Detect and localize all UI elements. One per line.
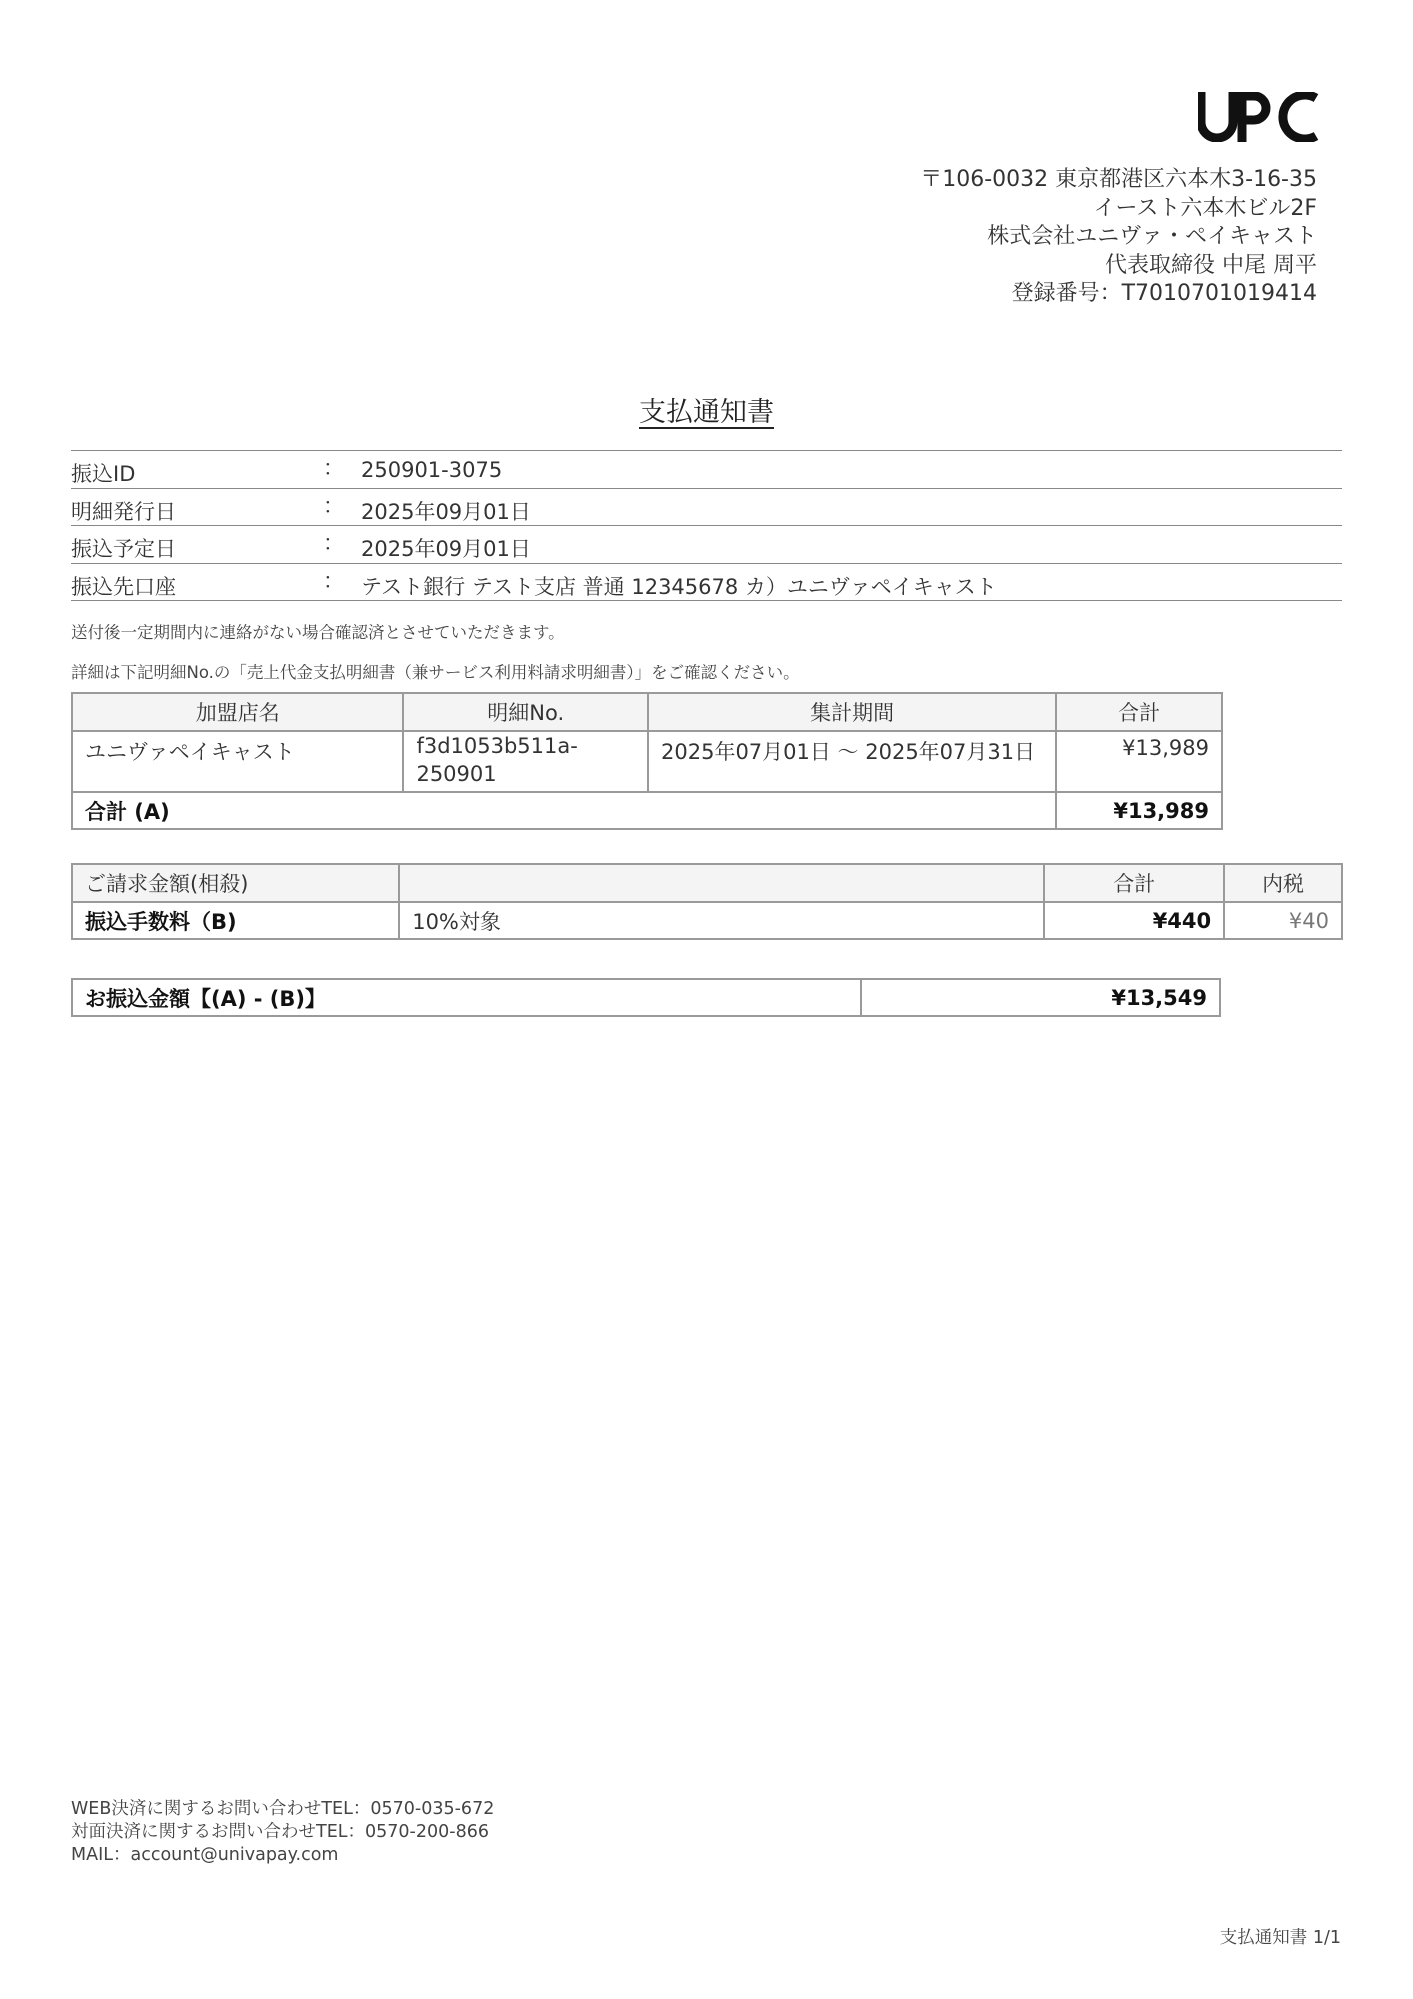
table-row	[72, 979, 1220, 1016]
info-label: 振込先口座	[71, 574, 176, 599]
info-value: 250901-3075	[361, 458, 503, 482]
info-value: 2025年09月01日	[361, 537, 531, 561]
company-address	[920, 166, 1317, 309]
info-row-scheduled-date	[71, 526, 1342, 564]
table-header-row	[72, 864, 1342, 902]
info-colon: ：	[323, 456, 344, 480]
header-total: 合計	[1044, 864, 1224, 902]
address-line-postal: 〒106-0032 東京都港区六本木3-16-35	[920, 167, 1317, 192]
transfer-amount-label: お振込金額【(A) - (B)】	[72, 979, 861, 1016]
registration-number: 登録番号：T7010701019414	[1011, 281, 1317, 306]
table-header-row	[72, 693, 1222, 731]
info-row-issue-date	[71, 489, 1342, 527]
detail-number-line1: f3d1053b511a-	[416, 734, 578, 758]
merchant-name: ユニヴァペイキャスト	[72, 731, 403, 792]
aggregation-period: 2025年07月01日 〜 2025年07月31日	[648, 731, 1056, 792]
note-details: 詳細は下記明細No.の「売上代金支払明細書（兼サービス利用料請求明細書）」をご確認ください。	[71, 663, 800, 682]
statement-table	[71, 692, 1223, 830]
detail-number	[403, 731, 648, 792]
info-row-bank-account	[71, 564, 1342, 602]
info-section	[71, 450, 1342, 601]
info-label: 振込ID	[71, 462, 136, 486]
info-label: 明細発行日	[71, 499, 176, 524]
note-confirmation: 送付後一定期間内に連絡がない場合確認済とさせていただきます。	[71, 623, 565, 642]
total-value: ¥13,989	[1056, 792, 1222, 829]
contact-info	[71, 1798, 494, 1867]
company-name: 株式会社ユニヴァ・ペイキャスト	[987, 224, 1317, 249]
header-period: 集計期間	[648, 693, 1056, 731]
header-total: 合計	[1056, 693, 1222, 731]
info-label: 振込予定日	[71, 537, 176, 561]
transfer-amount-value: ¥13,549	[861, 979, 1220, 1016]
transfer-fee-tax: ¥40	[1224, 902, 1342, 939]
transfer-amount-table	[71, 978, 1221, 1017]
contact-web-tel: WEB決済に関するお問い合わせTEL：0570-035-672	[71, 1799, 495, 1819]
company-logo	[1198, 92, 1320, 142]
info-colon: ：	[323, 568, 344, 593]
document-title: 支払通知書	[639, 397, 774, 428]
header-included-tax: 内税	[1224, 864, 1342, 902]
table-row	[72, 731, 1222, 792]
page-number: 支払通知書 1/1	[1219, 1928, 1341, 1948]
header-billing-amount: ご請求金額(相殺)	[72, 864, 399, 902]
table-row	[72, 902, 1342, 939]
representative: 代表取締役 中尾 周平	[1105, 252, 1317, 278]
transfer-fee-label: 振込手数料（B)	[72, 902, 399, 939]
info-value: テスト銀行 テスト支店 普通 12345678 カ）ユニヴァペイキャスト	[361, 574, 997, 599]
info-colon: ：	[323, 493, 344, 518]
billing-table	[71, 863, 1343, 940]
detail-number-line2: 250901	[416, 762, 497, 786]
total-row	[72, 792, 1222, 829]
row-total: ¥13,989	[1056, 731, 1222, 792]
tax-rate-note: 10%対象	[399, 902, 1044, 939]
header-merchant: 加盟店名	[72, 693, 403, 731]
info-colon: ：	[323, 531, 344, 555]
contact-face-tel: 対面決済に関するお問い合わせTEL：0570-200-866	[71, 1822, 489, 1842]
contact-mail: MAIL：account@univapay.com	[71, 1845, 339, 1865]
info-row-transfer-id	[71, 451, 1342, 489]
transfer-fee-total: ¥440	[1044, 902, 1224, 939]
header-detail-no: 明細No.	[403, 693, 648, 731]
header-blank	[399, 864, 1044, 902]
address-line-building: イースト六本木ビル2F	[1093, 195, 1317, 221]
info-value: 2025年09月01日	[361, 499, 531, 524]
total-label: 合計 (A)	[72, 792, 1056, 829]
